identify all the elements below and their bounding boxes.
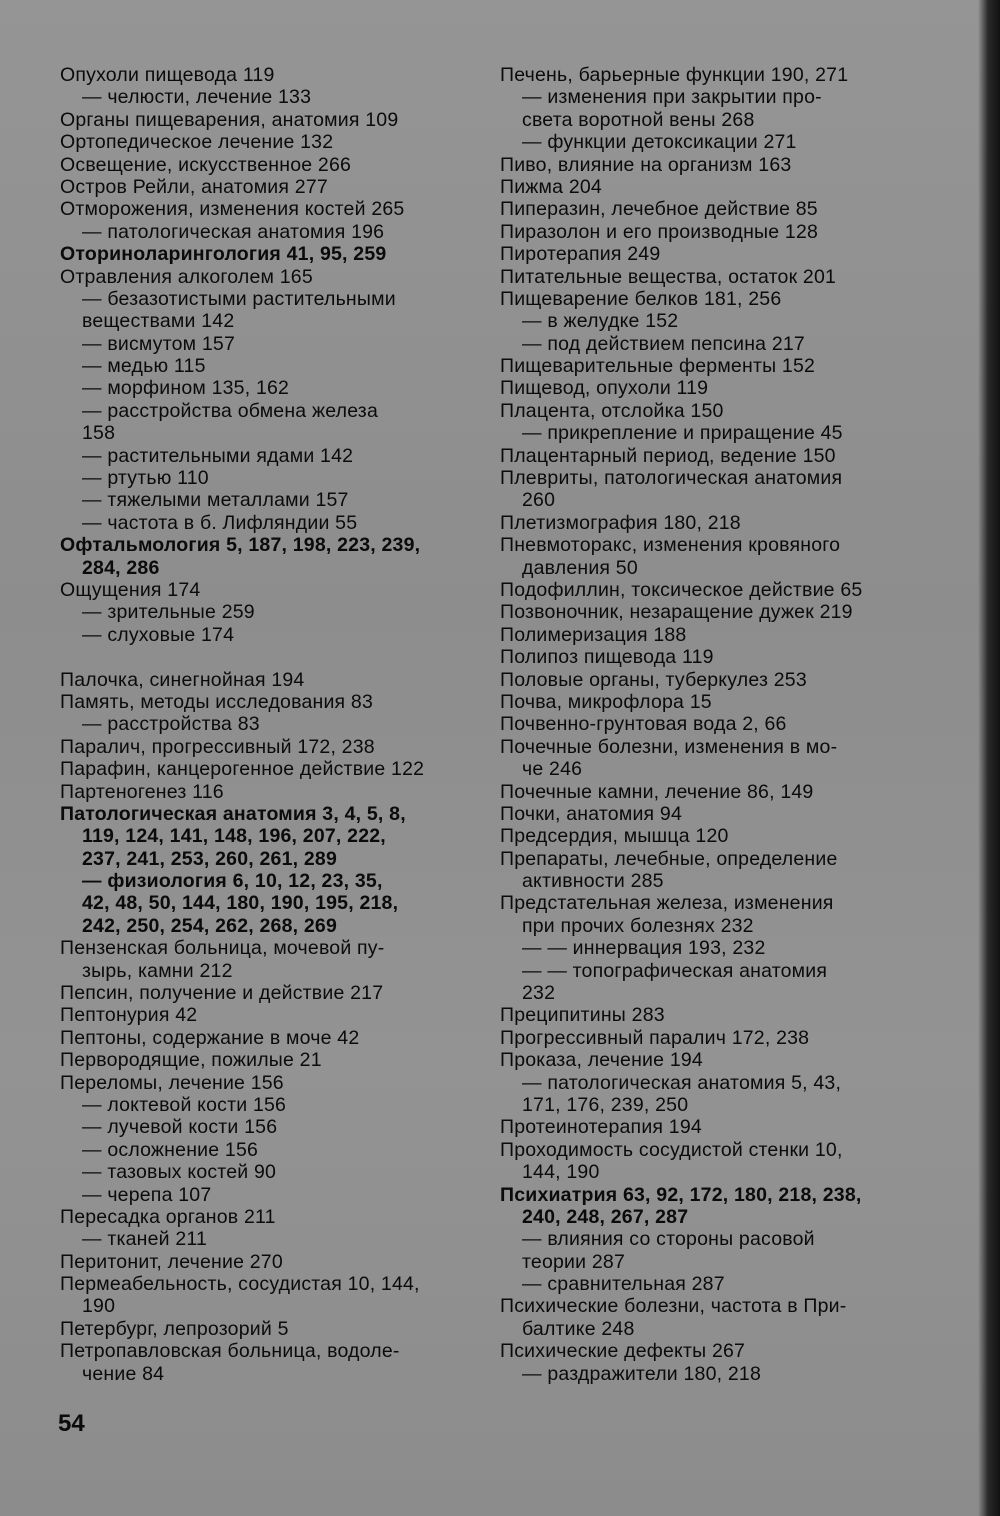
index-entry: Питательные вещества, остаток 201 — [500, 265, 837, 288]
index-entry: Психические болезни, частота в При- — [500, 1295, 847, 1318]
index-entry: че 246 — [522, 758, 583, 781]
index-entry: — функции детоксикации 271 — [522, 131, 797, 154]
index-entry: — медью 115 — [82, 355, 206, 378]
index-entry: — зрительные 259 — [82, 601, 255, 624]
index-entry: Пензенская больница, мочевой пу- — [60, 937, 385, 960]
index-entry: Пиразолон и его производные 128 — [500, 220, 819, 243]
index-entry: — черепа 107 — [82, 1183, 212, 1206]
index-entry: — изменения при закрытии про- — [522, 86, 822, 109]
index-entry: Пневмоторакс, изменения кровяного — [500, 534, 841, 557]
index-entry: — раздражители 180, 218 — [522, 1362, 762, 1385]
index-entry: — — иннервация 193, 232 — [522, 937, 766, 960]
index-entry: Пиротерапия 249 — [500, 243, 661, 266]
index-entry: Полипоз пищевода 119 — [500, 646, 714, 669]
index-entry: 240, 248, 267, 287 — [522, 1205, 689, 1228]
index-entry: зырь, камни 212 — [82, 959, 233, 982]
index-entry: Почвенно-грунтовая вода 2, 66 — [500, 713, 787, 736]
index-entry: Полимеризация 188 — [500, 623, 687, 646]
index-entry: — растительными ядами 142 — [82, 444, 354, 467]
index-entry: Первородящие, пожилые 21 — [60, 1049, 322, 1072]
index-entry: — лучевой кости 156 — [82, 1116, 278, 1139]
index-entry: Почки, анатомия 94 — [500, 802, 683, 825]
index-entry: при прочих болезнях 232 — [522, 914, 754, 937]
index-entry: — тяжелыми металлами 157 — [82, 489, 349, 512]
index-entry: 190 — [82, 1295, 116, 1318]
page-binding-edge — [978, 0, 1000, 1516]
index-entry: — локтевой кости 156 — [82, 1093, 287, 1116]
index-entry: Пермеабельность, сосудистая 10, 144, — [60, 1273, 420, 1296]
index-entry: — челюсти, лечение 133 — [82, 86, 312, 109]
index-entry: Пепсин, получение и действие 217 — [60, 982, 384, 1005]
index-entry: Пептоны, содержание в моче 42 — [60, 1026, 360, 1049]
index-entry: — в желудке 152 — [522, 310, 679, 333]
index-entry: Протеинотерапия 194 — [500, 1116, 702, 1139]
index-entry: — патологическая анатомия 5, 43, — [522, 1071, 842, 1094]
index-entry: Офтальмология 5, 187, 198, 223, 239, — [60, 534, 421, 557]
index-entry: 237, 241, 253, 260, 261, 289 — [82, 847, 337, 870]
index-spacer — [60, 646, 480, 668]
index-entry: Предстательная железа, изменения — [500, 892, 834, 915]
index-entry: Пищевод, опухоли 119 — [500, 377, 709, 400]
index-entry: Пижма 204 — [500, 175, 602, 198]
index-entry: — тканей 211 — [82, 1228, 208, 1251]
index-entry: — расстройства обмена железа — [82, 399, 378, 422]
index-entry: Перитонит, лечение 270 — [60, 1250, 283, 1273]
index-entry: 171, 176, 239, 250 — [522, 1093, 689, 1116]
index-entry: Память, методы исследования 83 — [60, 690, 374, 713]
index-entry: Пищеварение белков 181, 256 — [500, 287, 782, 310]
index-entry: Остров Рейли, анатомия 277 — [60, 175, 328, 198]
index-entry: Органы пищеварения, анатомия 109 — [60, 108, 399, 131]
index-entry: Преципитины 283 — [500, 1004, 665, 1027]
index-entry: Прогрессивный паралич 172, 238 — [500, 1026, 810, 1049]
index-entry: 42, 48, 50, 144, 180, 190, 195, 218, — [82, 892, 399, 915]
index-entry: — под действием пепсина 217 — [522, 332, 805, 355]
index-entry: — висмутом 157 — [82, 332, 236, 355]
index-entry: Партеногенез 116 — [60, 780, 224, 803]
index-entry: Половые органы, туберкулез 253 — [500, 668, 807, 691]
index-entry: — расстройства 83 — [82, 713, 260, 736]
index-entry: — частота в б. Лифляндии 55 — [82, 511, 358, 534]
index-entry: Пищеварительные ферменты 152 — [500, 355, 816, 378]
index-entry: Почечные камни, лечение 86, 149 — [500, 780, 814, 803]
index-entry: 232 — [522, 982, 556, 1005]
index-entry: Отравления алкоголем 165 — [60, 265, 313, 288]
index-entry: 158 — [82, 422, 116, 445]
index-entry: Отморожения, изменения костей 265 — [60, 198, 405, 221]
index-entry: Петропавловская больница, водоле- — [60, 1340, 400, 1363]
index-entry: Психиатрия 63, 92, 172, 180, 218, 238, — [500, 1183, 862, 1206]
index-entry: Палочка, синегнойная 194 — [60, 668, 305, 691]
index-entry: Проходимость сосудистой стенки 10, — [500, 1138, 843, 1161]
index-entry: Освещение, искусственное 266 — [60, 153, 352, 176]
index-entry: — тазовых костей 90 — [82, 1161, 277, 1184]
index-entry: Переломы, лечение 156 — [60, 1071, 284, 1094]
index-entry: Плетизмография 180, 218 — [500, 511, 741, 534]
index-entry: 260 — [522, 489, 556, 512]
index-entry: — физиология 6, 10, 12, 23, 35, — [82, 870, 383, 893]
index-entry: Паралич, прогрессивный 172, 238 — [60, 735, 375, 758]
index-entry: балтике 248 — [522, 1317, 635, 1340]
index-entry: — ртутью 110 — [82, 467, 209, 490]
index-entry: Почва, микрофлора 15 — [500, 690, 712, 713]
index-entry: — влияния со стороны расовой — [522, 1228, 815, 1251]
index-entry: Позвоночник, незаращение дужек 219 — [500, 601, 853, 624]
index-entry: Препараты, лечебные, определение — [500, 847, 838, 870]
index-entry: Пептонурия 42 — [60, 1004, 198, 1027]
index-entry: — морфином 135, 162 — [82, 377, 290, 400]
index-entry: Плацента, отслойка 150 — [500, 399, 724, 422]
index-entry: Пересадка органов 211 — [60, 1205, 276, 1228]
index-entry: Печень, барьерные функции 190, 271 — [500, 64, 849, 86]
index-entry: Подофиллин, токсическое действие 65 — [500, 578, 863, 601]
index-entry: активности 285 — [522, 870, 664, 893]
index-entry: давления 50 — [522, 556, 638, 579]
index-entry: — патологическая анатомия 196 — [82, 220, 385, 243]
index-entry: 242, 250, 254, 262, 268, 269 — [82, 914, 337, 937]
index-entry: Психические дефекты 267 — [500, 1340, 746, 1363]
index-entry: Патологическая анатомия 3, 4, 5, 8, — [60, 802, 406, 825]
index-entry: Предсердия, мышца 120 — [500, 825, 729, 848]
index-entry: Опухоли пищевода 119 — [60, 64, 275, 86]
index-entry: теории 287 — [522, 1250, 625, 1273]
index-entry: Почечные болезни, изменения в мо- — [500, 735, 838, 758]
index-entry: веществами 142 — [82, 310, 235, 333]
index-entry: Ортопедическое лечение 132 — [60, 131, 334, 154]
index-entry: Пиво, влияние на организм 163 — [500, 153, 792, 176]
index-entry: — безазотистыми растительными — [82, 287, 396, 310]
index-entry: — прикрепление и приращение 45 — [522, 422, 843, 445]
index-entry: Парафин, канцерогенное действие 122 — [60, 758, 425, 781]
index-entry: Пиперазин, лечебное действие 85 — [500, 198, 818, 221]
index-entry: Петербург, лепрозорий 5 — [60, 1317, 289, 1340]
index-entry: 284, 286 — [82, 556, 160, 579]
index-entry: Проказа, лечение 194 — [500, 1049, 703, 1072]
index-entry: — осложнение 156 — [82, 1138, 259, 1161]
index-entry: чение 84 — [82, 1362, 165, 1385]
index-entry: 144, 190 — [522, 1161, 600, 1184]
index-entry: Ощущения 174 — [60, 578, 201, 601]
page-number: 54 — [58, 1410, 85, 1437]
index-entry: — слуховые 174 — [82, 623, 235, 646]
index-entry: Плевриты, патологическая анатомия — [500, 467, 843, 490]
index-entry: света воротной вены 268 — [522, 108, 755, 131]
index-column-left — [60, 64, 480, 1385]
index-entry: — сравнительная 287 — [522, 1273, 725, 1296]
index-entry: Оториноларингология 41, 95, 259 — [60, 243, 387, 266]
index-entry: 119, 124, 141, 148, 196, 207, 222, — [82, 825, 386, 848]
index-column-right — [500, 64, 910, 1385]
index-entry: — — топографическая анатомия — [522, 959, 828, 982]
index-entry: Плацентарный период, ведение 150 — [500, 444, 836, 467]
